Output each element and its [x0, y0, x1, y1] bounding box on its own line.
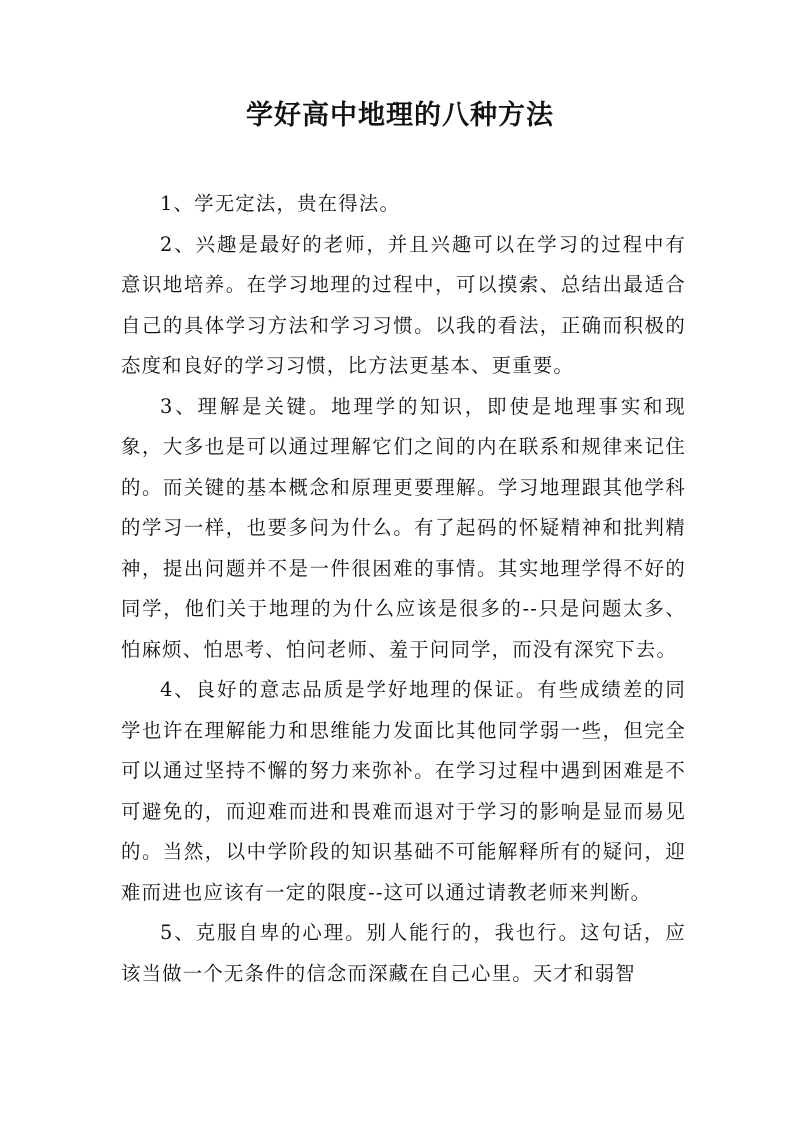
paragraph-5: 5、克服自卑的心理。别人能行的，我也行。这句话，应该当做一个无条件的信念而深藏在自己心里。天才和弱智 [121, 921, 686, 985]
paragraph-3: 3、理解是关键。地理学的知识，即使是地理事实和现象，大多也是可以通过理解它们之间的内在联系和规律来记住的。而关键的基本概念和原理更要理解。学习地理跟其他学科的学习一样，也要多问为什么。有了起码的怀疑精神和批判精神，提出问题并不是一件很困难的事情。其实地理学得不好的同学，他们关于地理的为什么应该是很多的--只是问题太多、怕麻烦、怕思考、怕问老师、羞于问同学，而没有深究下去。 [121, 394, 686, 661]
paragraph-2: 2、兴趣是最好的老师，并且兴趣可以在学习的过程中有意识地培养。在学习地理的过程中，可以摸索、总结出最适合自己的具体学习方法和学习习惯。以我的看法，正确而积极的态度和良好的学习习惯，比方法更基本、更重要。 [121, 232, 686, 377]
paragraph-4: 4、良好的意志品质是学好地理的保证。有些成绩差的同学也许在理解能力和思维能力发面比其他同学弱一些，但完全可以通过坚持不懈的努力来弥补。在学习过程中遇到困难是不可避免的，而迎难而进和畏难而退对于学习的影响是显而易见的。当然，以中学阶段的知识基础不可能解释所有的疑问，迎难而进也应该有一定的限度--这可以通过请教老师来判断。 [121, 678, 686, 904]
document-title: 学好高中地理的八种方法 [246, 100, 554, 131]
document-body [121, 184, 686, 994]
paragraph-1: 1、学无定法，贵在得法。 [160, 192, 401, 215]
